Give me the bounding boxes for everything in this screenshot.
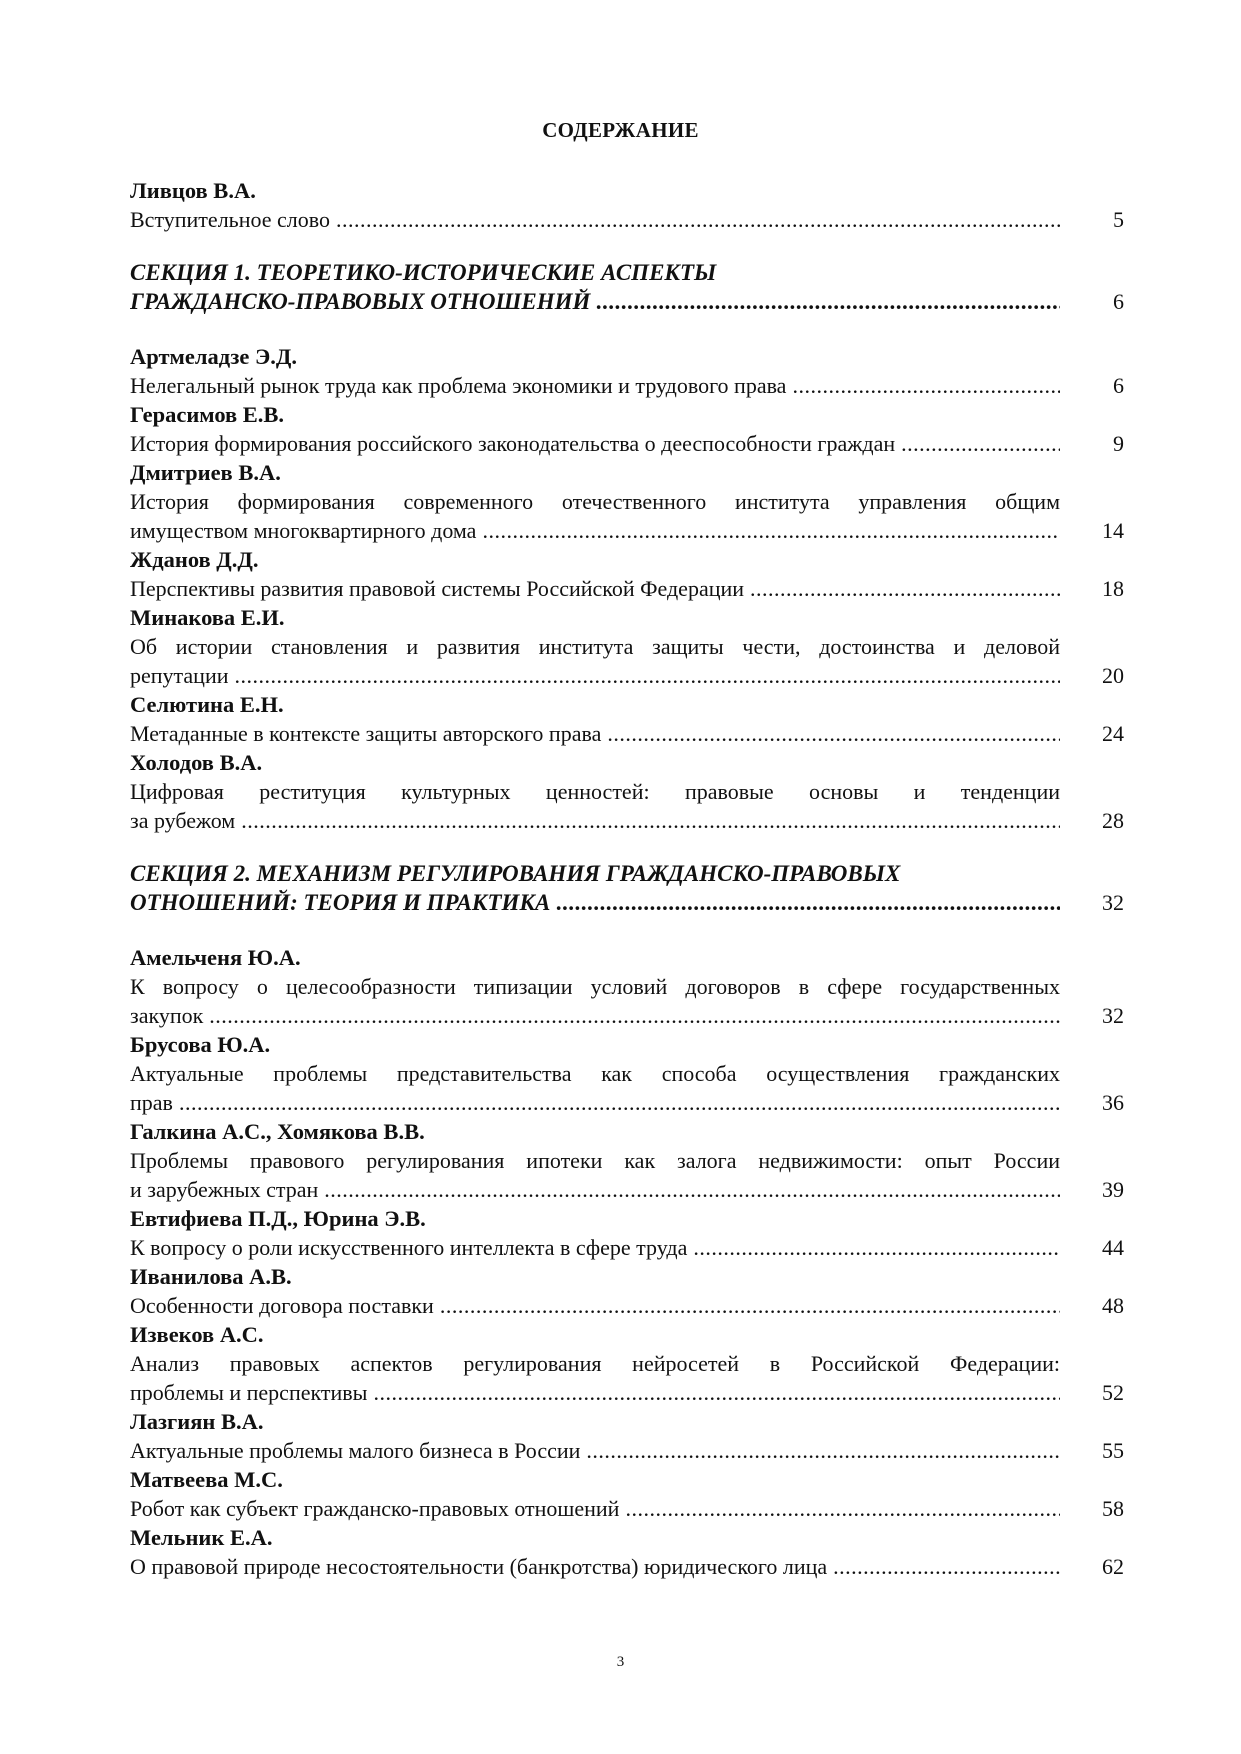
entry-author: Мельник Е.А.	[130, 1525, 273, 1550]
entry-title: Метаданные в контексте защиты авторского права .....	[130, 719, 1060, 748]
entry-row	[130, 806, 1130, 835]
toc-entry[interactable]	[130, 1204, 1130, 1262]
section-2-entries	[130, 943, 1130, 1581]
entry-title: имуществом многоквартирного дома .....	[130, 516, 1060, 545]
toc-entry[interactable]	[130, 400, 1130, 458]
entry-author: Минакова Е.И.	[130, 605, 285, 630]
entry-page: 48	[1102, 1293, 1124, 1318]
entry-title: проблемы и перспективы .....	[130, 1378, 1060, 1407]
toc-entry[interactable]	[130, 1407, 1130, 1465]
entry-row	[130, 516, 1130, 545]
entry-row	[130, 1552, 1130, 1581]
toc-entry[interactable]	[130, 545, 1130, 603]
entry-title: Вступительное слово .....	[130, 205, 1060, 234]
entry-row	[130, 205, 1130, 234]
entry-author: Ливцов В.А.	[130, 178, 256, 203]
section-2-heading[interactable]	[130, 859, 1130, 917]
entry-page: 62	[1102, 1554, 1124, 1579]
entry-author: Извеков А.С.	[130, 1322, 264, 1347]
section-title-line: СЕКЦИЯ 2. МЕХАНИЗМ РЕГУЛИРОВАНИЯ ГРАЖДАНСКО-ПРАВОВЫХ	[130, 861, 901, 886]
toc-entry[interactable]	[130, 1465, 1130, 1523]
entry-title: и зарубежных стран .....	[130, 1175, 1060, 1204]
section-title-line: ОТНОШЕНИЙ: ТЕОРИЯ И ПРАКТИКА .....	[130, 888, 1060, 917]
toc-entry[interactable]	[130, 1117, 1130, 1204]
toc-entry[interactable]	[130, 1262, 1130, 1320]
section-1-entries	[130, 342, 1130, 835]
entry-row	[130, 1436, 1130, 1465]
entry-page: 36	[1102, 1090, 1124, 1115]
entry-row	[130, 1001, 1130, 1030]
entry-title-line: История формирования современного отечественного института управления общим	[130, 489, 1060, 514]
entry-author: Иванилова А.В.	[130, 1264, 292, 1289]
section-title-line: ГРАЖДАНСКО-ПРАВОВЫХ ОТНОШЕНИЙ .....	[130, 287, 1060, 316]
entry-title: Нелегальный рынок труда как проблема экономики и трудового права .....	[130, 371, 1060, 400]
entry-page: 28	[1102, 808, 1124, 833]
entry-title: История формирования российского законодательства о дееспособности граждан .....	[130, 429, 1060, 458]
toc-entry[interactable]	[130, 1030, 1130, 1117]
section-title-line: СЕКЦИЯ 1. ТЕОРЕТИКО-ИСТОРИЧЕСКИЕ АСПЕКТЫ	[130, 260, 717, 285]
entry-author: Дмитриев В.А.	[130, 460, 281, 485]
toc-entry[interactable]	[130, 1320, 1130, 1407]
toc-entry-intro[interactable]	[130, 176, 1130, 234]
entry-row	[130, 1291, 1130, 1320]
entry-author: Артмеладзе Э.Д.	[130, 344, 298, 369]
entry-author: Галкина А.С., Хомякова В.В.	[130, 1119, 425, 1144]
entry-page: 24	[1102, 721, 1124, 746]
section-row	[130, 287, 1130, 316]
entry-title: Актуальные проблемы малого бизнеса в России .....	[130, 1436, 1060, 1465]
entry-title: прав .....	[130, 1088, 1060, 1117]
entry-title: Особенности договора поставки .....	[130, 1291, 1060, 1320]
toc-entry[interactable]	[130, 690, 1130, 748]
entry-page: 9	[1113, 431, 1124, 456]
entry-row	[130, 1378, 1130, 1407]
entry-title-line: К вопросу о целесообразности типизации условий договоров в сфере государственных	[130, 974, 1060, 999]
entry-author: Холодов В.А.	[130, 750, 263, 775]
section-1-heading[interactable]	[130, 258, 1130, 316]
entry-page: 14	[1102, 518, 1124, 543]
entry-page: 18	[1102, 576, 1124, 601]
entry-row	[130, 1088, 1130, 1117]
entry-row	[130, 1494, 1130, 1523]
toc-entry[interactable]	[130, 1523, 1130, 1581]
entry-author: Брусова Ю.А.	[130, 1032, 271, 1057]
entry-page: 44	[1102, 1235, 1124, 1260]
entry-author: Евтифиева П.Д., Юрина Э.В.	[130, 1206, 426, 1231]
entry-author: Амельченя Ю.А.	[130, 945, 301, 970]
entry-title: Перспективы развития правовой системы Российской Федерации .....	[130, 574, 1060, 603]
entry-author: Лазгиян В.А.	[130, 1409, 264, 1434]
toc-entry[interactable]	[130, 458, 1130, 545]
page-number: 3	[616, 1654, 625, 1670]
entry-title: репутации .....	[130, 661, 1060, 690]
entry-row	[130, 574, 1130, 603]
entry-title-line: Об истории становления и развития института защиты чести, достоинства и деловой	[130, 634, 1060, 659]
section-page: 32	[1102, 890, 1124, 915]
entry-row	[130, 1233, 1130, 1262]
toc-entry[interactable]	[130, 342, 1130, 400]
entry-row	[130, 429, 1130, 458]
entry-page: 55	[1102, 1438, 1124, 1463]
entry-title-line: Анализ правовых аспектов регулирования нейросетей в Российской Федерации:	[130, 1351, 1060, 1376]
table-of-contents	[130, 176, 1130, 1581]
entry-row	[130, 719, 1130, 748]
entry-author: Селютина Е.Н.	[130, 692, 284, 717]
toc-entry[interactable]	[130, 943, 1130, 1030]
page-title: СОДЕРЖАНИЕ	[542, 118, 699, 142]
entry-page: 39	[1102, 1177, 1124, 1202]
toc-entry[interactable]	[130, 748, 1130, 835]
toc-entry[interactable]	[130, 603, 1130, 690]
entry-row	[130, 371, 1130, 400]
entry-title: за рубежом .....	[130, 806, 1060, 835]
section-row	[130, 888, 1130, 917]
entry-title: закупок .....	[130, 1001, 1060, 1030]
entry-author: Жданов Д.Д.	[130, 547, 259, 572]
entry-author: Матвеева М.С.	[130, 1467, 283, 1492]
entry-title-line: Актуальные проблемы представительства как способа осуществления гражданских	[130, 1061, 1060, 1086]
section-page: 6	[1113, 289, 1124, 314]
entry-title-line: Проблемы правового регулирования ипотеки как залога недвижимости: опыт России	[130, 1148, 1060, 1173]
entry-row	[130, 661, 1130, 690]
entry-row	[130, 1175, 1130, 1204]
entry-title: Робот как субъект гражданско-правовых отношений .....	[130, 1494, 1060, 1523]
entry-page: 20	[1102, 663, 1124, 688]
entry-author: Герасимов Е.В.	[130, 402, 285, 427]
entry-page: 58	[1102, 1496, 1124, 1521]
entry-page: 32	[1102, 1003, 1124, 1028]
entry-page: 6	[1113, 373, 1124, 398]
entry-title: К вопросу о роли искусственного интеллекта в сфере труда .....	[130, 1233, 1060, 1262]
entry-page: 5	[1113, 207, 1124, 232]
entry-title: О правовой природе несостоятельности (банкротства) юридического лица .....	[130, 1552, 1060, 1581]
entry-page: 52	[1102, 1380, 1124, 1405]
entry-title-line: Цифровая реституция культурных ценностей: правовые основы и тенденции	[130, 779, 1060, 804]
